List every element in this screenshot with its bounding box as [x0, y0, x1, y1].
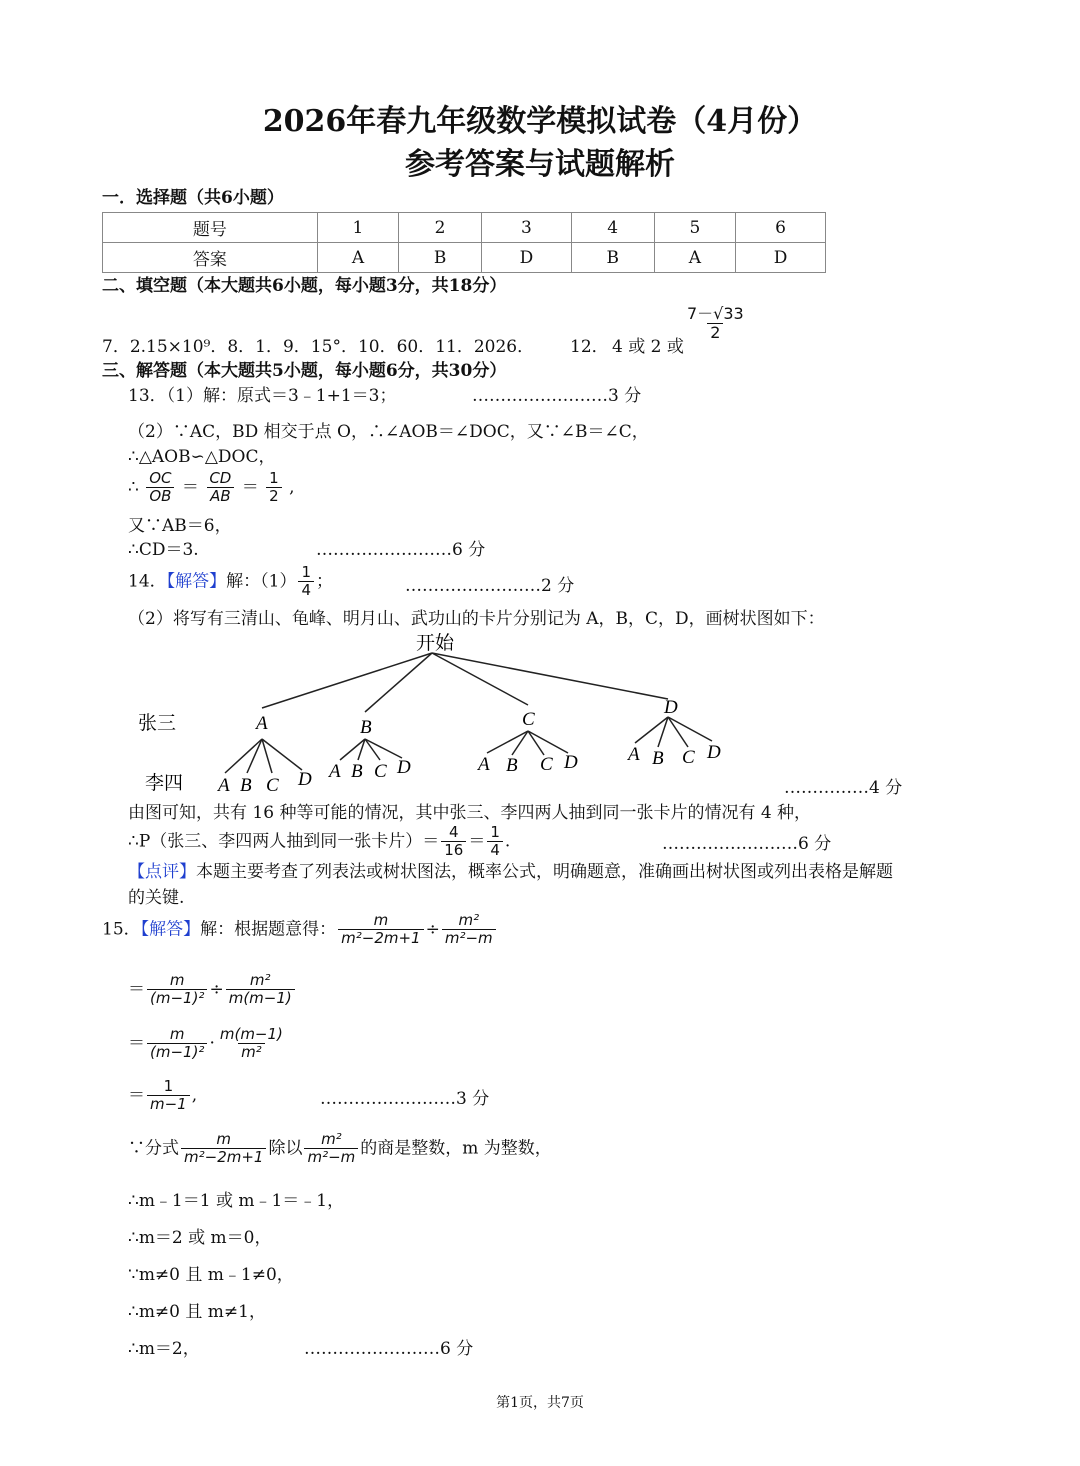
q14-score1: ……………………2 分: [405, 576, 575, 596]
frac-den: m(m−1): [226, 989, 295, 1007]
tree-edge: [225, 739, 262, 773]
frac-num: m(m−1): [219, 1025, 283, 1043]
q15-line1: ∴m﹣1＝1 或 m﹣1＝﹣1，: [128, 1191, 345, 1211]
equals: ＝: [241, 477, 259, 498]
q13-line-d: ∴CD＝3.: [128, 540, 199, 560]
table-cell: A: [654, 243, 735, 273]
q15-step4: [128, 1078, 197, 1114]
operator: ÷: [425, 919, 440, 940]
operator: ·: [209, 1033, 215, 1054]
page-title: 2026年春九年级数学模拟试卷（4月份）: [262, 104, 818, 139]
frac-num: m: [216, 1130, 232, 1148]
q15-condition: [128, 1131, 552, 1167]
q14-score2: ……………………6 分: [662, 834, 832, 854]
frac-num: 1: [301, 563, 312, 581]
q13-ratio: [128, 470, 295, 506]
frac-den: (m−1)²: [147, 1043, 207, 1061]
q15-tag: 【解答】: [140, 919, 201, 940]
q15-score2: ……………………6 分: [304, 1339, 474, 1359]
table-cell: A: [317, 243, 398, 273]
page-subtitle: 参考答案与试题解析: [405, 147, 675, 182]
q15-line2: ∴m＝2 或 m＝0，: [128, 1228, 272, 1248]
tree-leaf: A: [329, 761, 341, 782]
tree-edge: [487, 731, 528, 753]
tree-leaf: C: [682, 747, 695, 768]
operator: ÷: [209, 979, 224, 1000]
table-cell: D: [736, 243, 826, 273]
tree-leaf: A: [478, 754, 490, 775]
q13-score1: ……………………3 分: [472, 386, 642, 406]
cond-b: 除以: [268, 1138, 303, 1159]
q15-line3: ∵m≠0 且 m﹣1≠0，: [128, 1265, 294, 1285]
frac-den: AB: [207, 487, 234, 505]
frac-num: 1: [269, 469, 279, 487]
frac-num: 1: [490, 823, 500, 841]
q14-explain: 由图可知，共有 16 种等可能的情况，其中张三、李四两人抽到同一张卡片的情况有 4 种，: [128, 803, 812, 823]
table-cell: B: [399, 243, 482, 273]
tree-leaf: B: [506, 755, 518, 776]
tree-edge: [432, 653, 668, 699]
q15-score1: ……………………3 分: [320, 1089, 490, 1109]
frac-num: CD: [209, 469, 232, 487]
equals: ＝: [128, 1085, 145, 1106]
frac-num: m²: [458, 911, 480, 929]
tree-leaf: A: [628, 744, 640, 765]
ratio-prefix: ∴: [128, 477, 139, 498]
q12-frac-den: 2: [707, 323, 723, 342]
q15-prefix: 15．: [102, 919, 141, 940]
frac-den: m²−m: [442, 929, 496, 947]
frac-num: m²: [249, 971, 271, 989]
q13-score2: ……………………6 分: [316, 540, 486, 560]
q15-intro: [102, 912, 498, 948]
section3-heading: 三、解答题（本大题共5小题，每小题6分，共30分）: [102, 361, 507, 381]
q15-step2: [128, 972, 297, 1008]
tree-leaf: C: [266, 775, 279, 796]
comment-tag: 【点评】: [128, 862, 196, 882]
frac-den: m²−2m+1: [181, 1148, 266, 1166]
q14-part2: （2）将写有三清山、龟峰、明月山、武功山的卡片分别记为 A，B，C，D，画树状图如下：: [128, 609, 825, 629]
q15-line5: ∴m＝2，: [128, 1339, 200, 1359]
tree-leaf: B: [351, 761, 363, 782]
tree-node: D: [664, 697, 678, 718]
tree-edge: [668, 717, 712, 741]
cond-c: 的商是整数，m 为整数，: [360, 1138, 552, 1159]
tree-edge: [365, 653, 432, 712]
tree-edge: [432, 653, 528, 705]
tree-leaf: C: [374, 761, 387, 782]
tree-edge: [528, 731, 568, 753]
table-cell: 6: [736, 213, 826, 243]
q13-line-b: ∴△AOB∽△DOC，: [128, 447, 276, 467]
tree-edge: [262, 739, 272, 773]
table-cell: 1: [317, 213, 398, 243]
tree-node: A: [256, 713, 268, 734]
tree-leaf: D: [298, 769, 312, 790]
page-footer: 第1页，共7页: [496, 1395, 584, 1411]
tree-edge: [247, 739, 262, 773]
tree-leaf: A: [218, 775, 230, 796]
tree-leaf: D: [707, 742, 721, 763]
tree-leaf: B: [240, 775, 252, 796]
section2-heading: 二、填空题（本大题共6小题，每小题3分，共18分）: [102, 276, 507, 296]
frac-num: 4: [449, 823, 459, 841]
tree-leaf: B: [652, 748, 664, 769]
table-cell: 4: [571, 213, 654, 243]
q12-frac-num: 7－√33: [687, 304, 744, 323]
frac-num: 1: [163, 1077, 174, 1095]
q14-comment: [128, 862, 893, 882]
q13-line-a: （2）∵AC，BD 相交于点 O，∴∠AOB＝∠DOC，又∵∠B＝∠C，: [128, 422, 649, 442]
frac-den: 2: [266, 487, 282, 505]
frac-den: m²−m: [304, 1148, 358, 1166]
q15-line4: ∴m≠0 且 m≠1，: [128, 1302, 266, 1322]
q14-part1-suffix: ；: [316, 571, 334, 592]
tree-diagram: [0, 625, 1080, 800]
q14-score-tree: ……………4 分: [784, 778, 903, 798]
q13-part1: 13．（1）解：原式＝3﹣1+1＝3；: [128, 386, 397, 406]
q14-part1: [128, 564, 333, 600]
frac-den: 16: [441, 841, 466, 859]
choice-answer-table: [102, 212, 826, 273]
cond-a: ∵分式: [128, 1138, 179, 1159]
q14-prefix: 14．: [128, 571, 167, 592]
frac-den: m−1: [147, 1095, 190, 1113]
q14-part1-text: 解：（1）: [226, 571, 297, 592]
equals: ＝: [128, 979, 145, 1000]
q12-fraction: [682, 305, 749, 343]
table-cell: 2: [399, 213, 482, 243]
frac-den: OB: [146, 487, 174, 505]
frac-num: m: [169, 971, 185, 989]
frac-den: m²−2m+1: [338, 929, 423, 947]
tree-edge: [365, 739, 402, 758]
tree-node: B: [360, 717, 372, 738]
equals: ＝: [128, 1033, 145, 1054]
table-cell: 3: [482, 213, 572, 243]
frac-den: (m−1)²: [147, 989, 207, 1007]
prob-suffix: .: [504, 831, 511, 852]
q14-probability: [128, 824, 510, 860]
prob-prefix: ∴P（张三、李四两人抽到同一张卡片）＝: [128, 831, 440, 852]
q15-intro-text: 解：根据题意得：: [200, 919, 337, 940]
frac-den: 4: [487, 841, 503, 859]
q12-answer: 4 或 2 或: [612, 337, 684, 357]
tree-root: 开始: [416, 632, 455, 654]
tree-leaf: C: [540, 754, 553, 775]
section1-heading: 一．选择题（共6小题）: [102, 188, 284, 208]
table-cell: 题号: [103, 213, 318, 243]
equals: ＝: [468, 831, 486, 852]
q12-label: 12．: [570, 337, 609, 357]
ratio-suffix: ,: [289, 477, 295, 498]
tree-leaf: D: [397, 757, 411, 778]
table-row: [103, 213, 826, 243]
table-cell: 答案: [103, 243, 318, 273]
q13-line-c: 又∵AB＝6，: [128, 516, 232, 536]
tree-row2-label: 李四: [145, 772, 184, 794]
q14-comment2: 的关键.: [128, 888, 185, 908]
equals: ＝: [181, 477, 199, 498]
fill-answers-line: 7．2.15×10⁹．8．1．9．15°．10．60．11．2026．: [102, 337, 535, 357]
tree-edge: [668, 717, 688, 747]
q15-step3: [128, 1026, 288, 1062]
frac-num: OC: [149, 469, 172, 487]
frac-num: m: [373, 911, 389, 929]
q14-tag: 【解答】: [166, 571, 227, 592]
table-cell: B: [571, 243, 654, 273]
tree-node: C: [522, 709, 535, 730]
frac-num: m²: [321, 1130, 342, 1148]
frac-num: m: [169, 1025, 185, 1043]
tree-row1-label: 张三: [138, 712, 177, 734]
tree-edge: [262, 653, 432, 708]
frac-den: 4: [298, 581, 314, 599]
tree-edge: [262, 739, 302, 770]
table-cell: 5: [654, 213, 735, 243]
table-cell: D: [482, 243, 572, 273]
frac-den: m²: [238, 1043, 265, 1061]
tree-leaf: D: [564, 752, 578, 773]
comment-text: 本题主要考查了列表法或树状图法，概率公式，明确题意，准确画出树状图或列出表格是解题: [196, 862, 893, 882]
table-row: [103, 243, 826, 273]
step-suffix: ,: [191, 1085, 198, 1106]
